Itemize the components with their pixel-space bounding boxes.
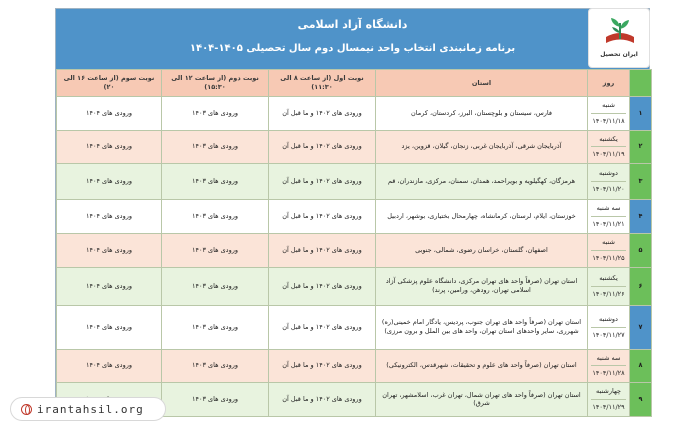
row-shift2: ورودی های ۱۴۰۳: [162, 349, 269, 383]
row-date: ۱۴۰۴/۱۱/۲۶: [592, 289, 625, 298]
row-day-name: دوشنبه: [591, 166, 626, 182]
row-number: ۹: [630, 383, 652, 417]
row-day-name: چهارشنبه: [591, 384, 626, 400]
row-shift3: ورودی های ۱۴۰۴: [57, 130, 162, 164]
row-day-name: دوشنبه: [591, 312, 626, 328]
book-plant-logo-icon: [602, 15, 638, 49]
row-day: [588, 349, 630, 383]
table-row: [57, 267, 652, 305]
row-number: ۸: [630, 349, 652, 383]
row-shift1: ورودی های ۱۴۰۲ و ما قبل آن: [269, 383, 376, 417]
row-shift3: ورودی های ۱۴۰۴: [57, 164, 162, 200]
row-shift2: ورودی های ۱۴۰۳: [162, 164, 269, 200]
row-day-name: یکشنبه: [591, 132, 626, 148]
row-day-name: شنبه: [591, 235, 626, 251]
row-shift3: ورودی های ۱۴۰۴: [57, 234, 162, 268]
table-row: [57, 200, 652, 234]
website-text: irantahsil.org: [37, 402, 144, 416]
row-province: استان تهران (صرفاً واحد های تهران شمال، تهران غرب، اسلامشهر، تهران شرق): [376, 383, 588, 417]
header-shift2: نوبت دوم (از ساعت ۱۲ الی ۱۵:۳۰): [162, 70, 269, 97]
table-row: [57, 234, 652, 268]
row-day: [588, 305, 630, 349]
row-number: ۷: [630, 305, 652, 349]
header-province: استان: [376, 70, 588, 97]
row-province: استان تهران (صرفاً واحد های تهران مرکزی، دانشگاه علوم پزشکی آزاد اسلامی تهران، رودهن، ورامین، پرند): [376, 267, 588, 305]
row-province: هرمزگان، کهگیلویه و بویراحمد، همدان، سمنان، مرکزی، مازندران، قم: [376, 164, 588, 200]
table-row: [57, 305, 652, 349]
row-day: [588, 200, 630, 234]
row-province: آذربایجان شرقی، آذربایجان غربی، زنجان، گیلان، قزوین، یزد: [376, 130, 588, 164]
row-shift2: ورودی های ۱۴۰۳: [162, 305, 269, 349]
table-header-row: [57, 70, 652, 97]
website-watermark[interactable]: [10, 397, 166, 421]
row-shift2: ورودی های ۱۴۰۳: [162, 97, 269, 131]
title-banner: [56, 9, 649, 69]
row-date: ۱۴۰۴/۱۱/۱۸: [592, 116, 625, 125]
logo-name: ایران تحصیل: [600, 51, 638, 58]
row-date: ۱۴۰۴/۱۱/۲۰: [592, 185, 625, 194]
row-day: [588, 164, 630, 200]
table-row: [57, 349, 652, 383]
row-date: ۱۴۰۴/۱۱/۲۹: [592, 402, 625, 411]
row-number: ۵: [630, 234, 652, 268]
row-shift2: ورودی های ۱۴۰۳: [162, 200, 269, 234]
row-number: ۳: [630, 164, 652, 200]
table-row: [57, 164, 652, 200]
row-province: استان تهران (صرفاً واحد های علوم و تحقیقات، شهرقدس، الکترونیکی): [376, 349, 588, 383]
row-shift2: ورودی های ۱۴۰۳: [162, 130, 269, 164]
header-num: [630, 70, 652, 97]
row-shift1: ورودی های ۱۴۰۲ و ما قبل آن: [269, 267, 376, 305]
row-day: [588, 97, 630, 131]
page-subtitle: برنامه زمانبندی انتخاب واحد نیمسال دوم سال تحصیلی ۱۴۰۵-۱۴۰۴: [189, 43, 516, 54]
globe-icon: [21, 404, 32, 415]
row-shift1: ورودی های ۱۴۰۲ و ما قبل آن: [269, 349, 376, 383]
row-shift1: ورودی های ۱۴۰۲ و ما قبل آن: [269, 130, 376, 164]
row-shift3: ورودی های ۱۴۰۴: [57, 305, 162, 349]
row-province: فارس، سیستان و بلوچستان، البرز، کردستان، کرمان: [376, 97, 588, 131]
row-day: [588, 267, 630, 305]
table-row: [57, 130, 652, 164]
row-shift1: ورودی های ۱۴۰۲ و ما قبل آن: [269, 200, 376, 234]
row-number: ۴: [630, 200, 652, 234]
row-day-name: سه شنبه: [591, 201, 626, 217]
header-day: روز: [588, 70, 630, 97]
row-number: ۶: [630, 267, 652, 305]
row-number: ۱: [630, 97, 652, 131]
row-province: خوزستان، ایلام، لرستان، کرمانشاه، چهارمحال بختیاری، بوشهر، اردبیل: [376, 200, 588, 234]
row-day-name: شنبه: [591, 98, 626, 114]
row-shift1: ورودی های ۱۴۰۲ و ما قبل آن: [269, 234, 376, 268]
row-shift3: ورودی های ۱۴۰۴: [57, 349, 162, 383]
header-shift1: نوبت اول (از ساعت ۸ الی ۱۱:۳۰): [269, 70, 376, 97]
row-day: [588, 234, 630, 268]
row-day-name: سه شنبه: [591, 351, 626, 367]
row-shift3: ورودی های ۱۴۰۴: [57, 267, 162, 305]
row-shift1: ورودی های ۱۴۰۲ و ما قبل آن: [269, 305, 376, 349]
schedule-table: [56, 69, 652, 417]
row-shift1: ورودی های ۱۴۰۲ و ما قبل آن: [269, 164, 376, 200]
row-day-name: یکشنبه: [591, 271, 626, 287]
row-day: [588, 383, 630, 417]
row-date: ۱۴۰۴/۱۱/۲۷: [592, 330, 625, 339]
row-province: استان تهران (صرفاً واحد های تهران جنوب، پردیس، یادگار امام خمینی(ره) شهرری، سایر واحدهای استان تهران، واحد های بین الملل و برون مرزی): [376, 305, 588, 349]
row-date: ۱۴۰۴/۱۱/۲۱: [592, 220, 625, 229]
row-date: ۱۴۰۴/۱۱/۲۵: [592, 253, 625, 262]
row-shift1: ورودی های ۱۴۰۲ و ما قبل آن: [269, 97, 376, 131]
row-province: اصفهان، گلستان، خراسان رضوی، شمالی، جنوبی: [376, 234, 588, 268]
brand-logo: [588, 8, 650, 68]
row-date: ۱۴۰۴/۱۱/۲۸: [592, 369, 625, 378]
row-shift3: ورودی های ۱۴۰۴: [57, 200, 162, 234]
row-date: ۱۴۰۴/۱۱/۱۹: [592, 150, 625, 159]
row-shift2: ورودی های ۱۴۰۳: [162, 383, 269, 417]
row-number: ۲: [630, 130, 652, 164]
table-row: [57, 97, 652, 131]
page-title: دانشگاه آزاد اسلامی: [297, 18, 408, 31]
header-shift3: نوبت سوم (از ساعت ۱۶ الی ۲۰): [57, 70, 162, 97]
row-shift2: ورودی های ۱۴۰۳: [162, 267, 269, 305]
schedule-frame: [55, 8, 650, 410]
row-shift2: ورودی های ۱۴۰۳: [162, 234, 269, 268]
row-shift3: ورودی های ۱۴۰۴: [57, 97, 162, 131]
row-day: [588, 130, 630, 164]
